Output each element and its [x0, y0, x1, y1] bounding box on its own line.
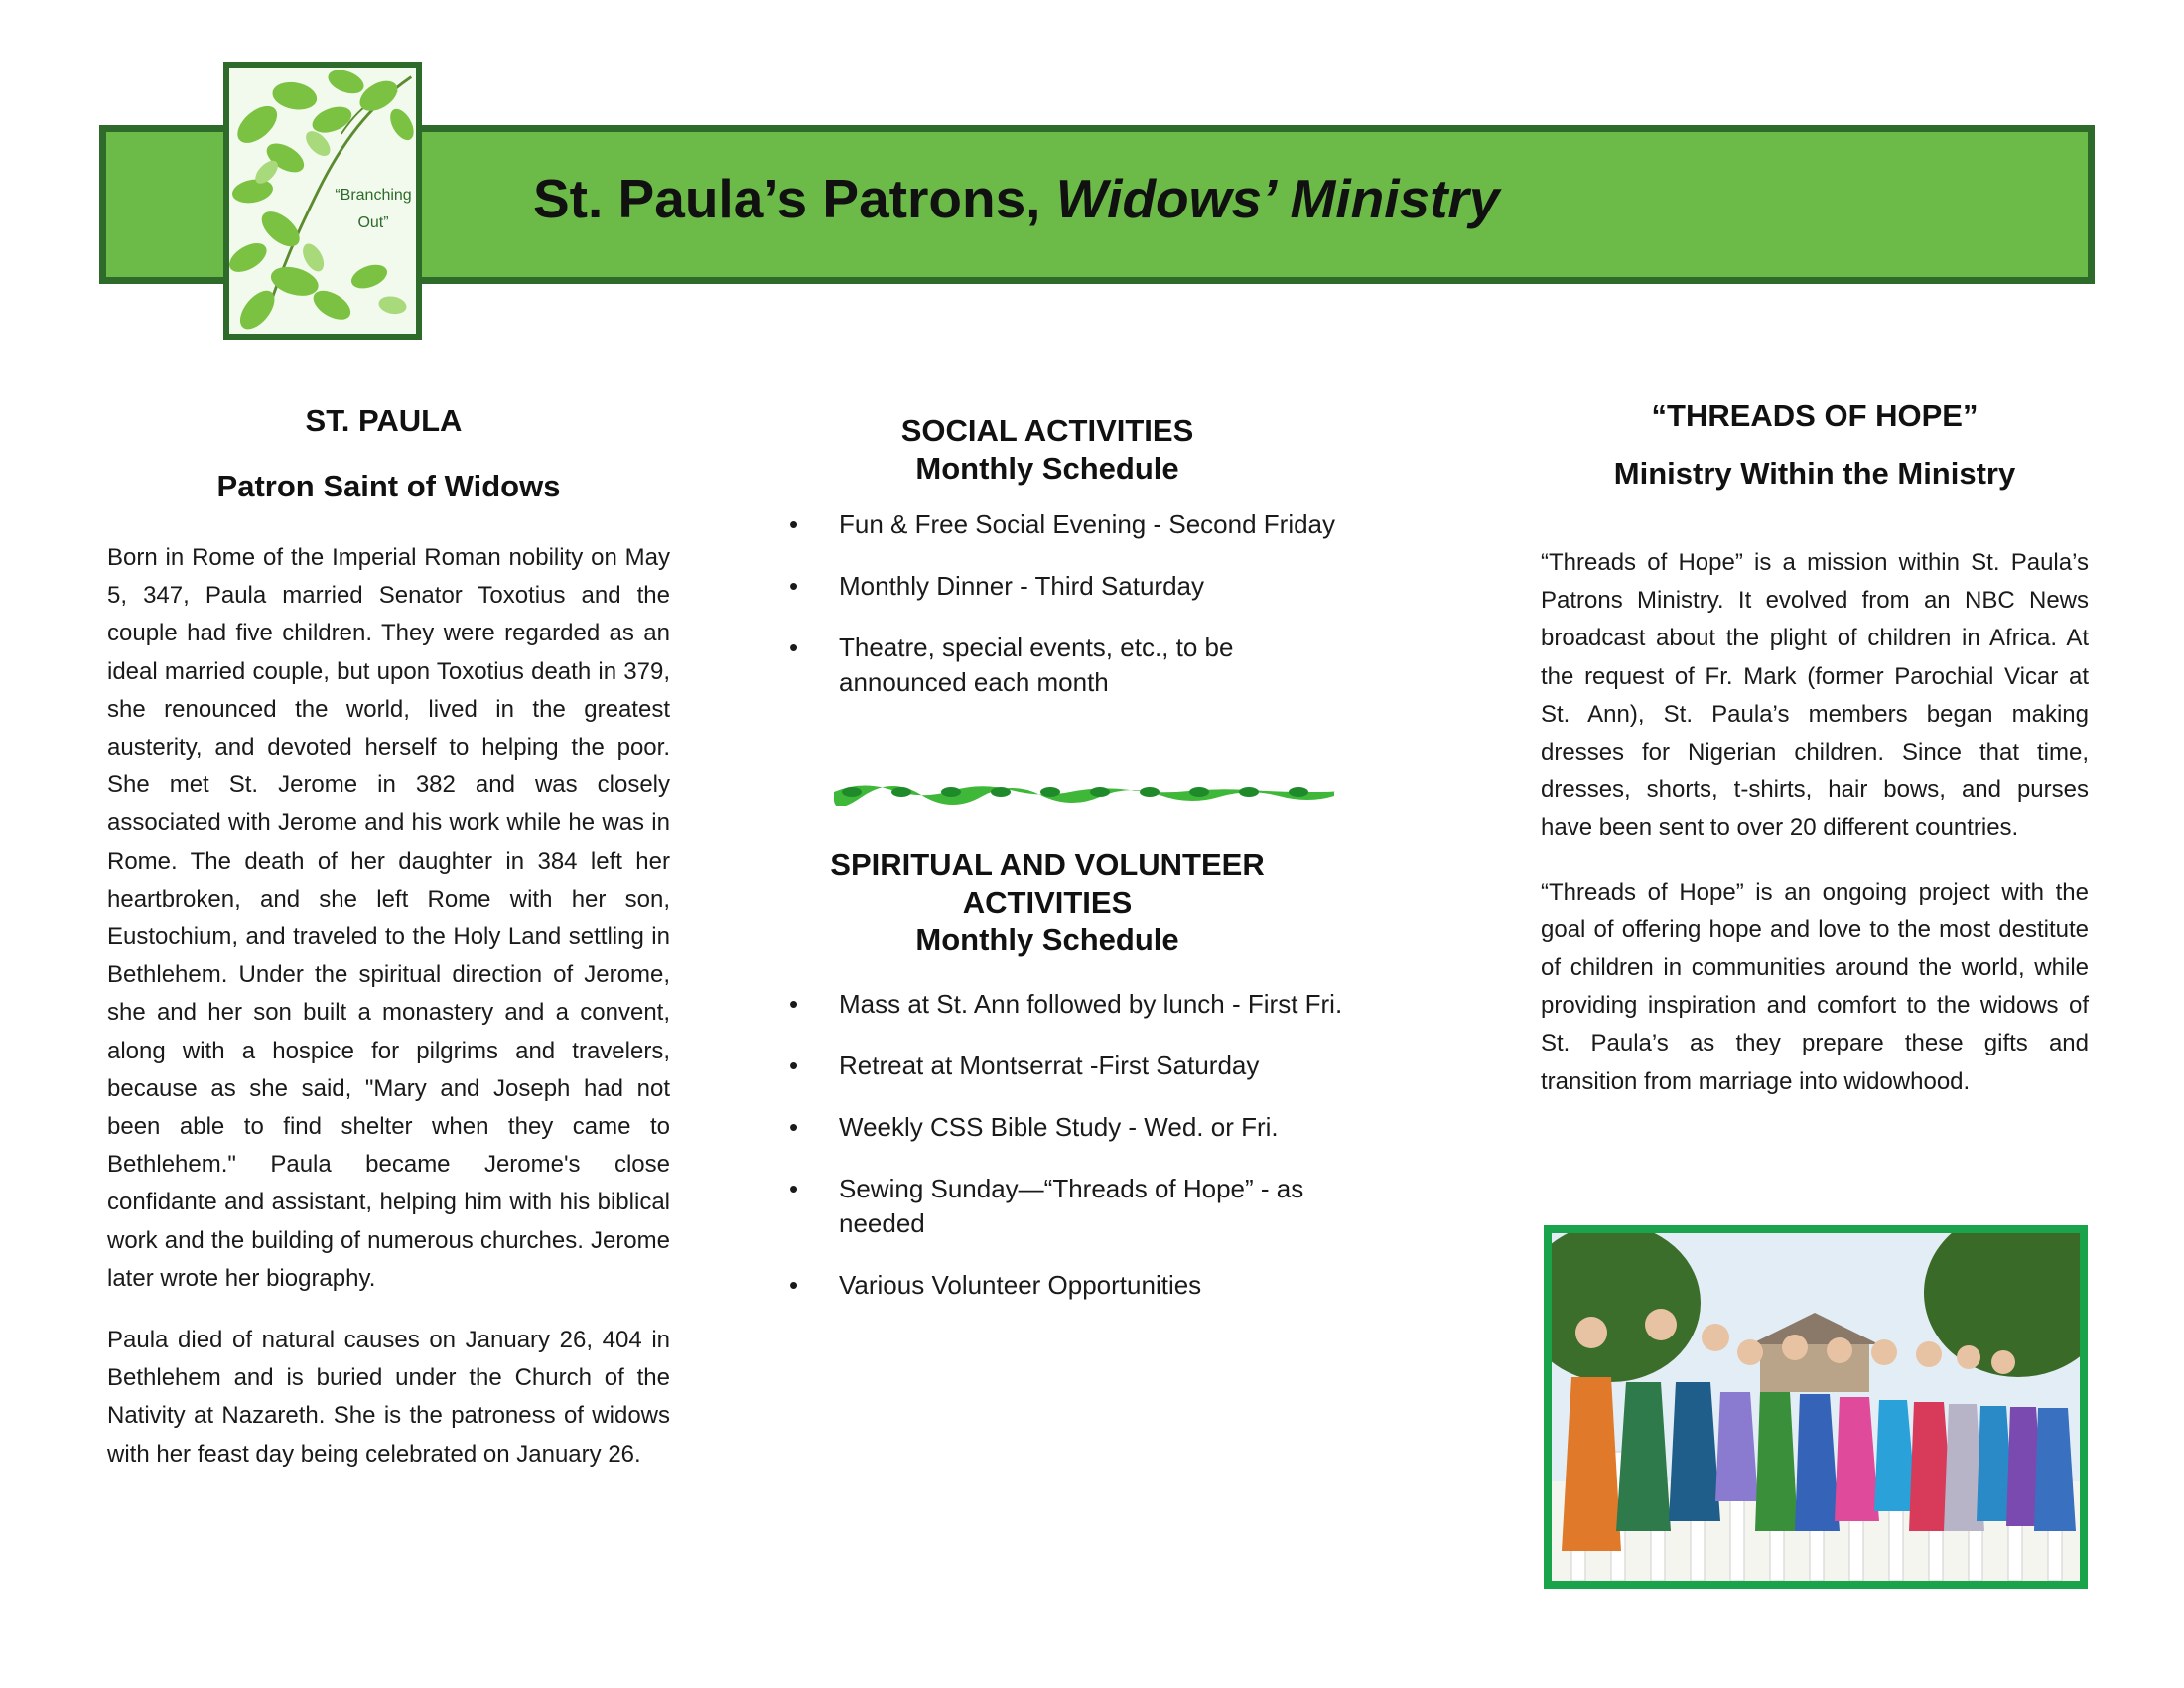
logo-text-line1: “Branching [335, 187, 412, 204]
list-item: • Theatre, special events, etc., to be announced each month [789, 631, 1286, 700]
list-item: • Various Volunteer Opportunities [789, 1268, 1425, 1303]
activities-column [789, 412, 1425, 700]
threads-of-hope-column [1541, 397, 2089, 1101]
logo-caption [324, 182, 422, 237]
st-paula-paragraph-2: Paula died of natural causes on January 26, 404 in Bethlehem and is buried under the Church of the Nativity at Nazareth. She is the patroness of widows with her feast day being celebrated on January 26. [107, 1327, 670, 1468]
spiritual-heading-line2: ACTIVITIES [962, 885, 1133, 919]
social-schedule-subheading: Monthly Schedule [915, 451, 1179, 486]
branching-out-logo [223, 62, 422, 340]
group-photo [1544, 1225, 2088, 1589]
social-activities-heading: SOCIAL ACTIVITIES [900, 413, 1194, 448]
spiritual-section [789, 846, 1425, 1303]
spiritual-activities-list [789, 987, 1425, 1303]
st-paula-paragraph-1: Born in Rome of the Imperial Roman nobility on May 5, 347, Paula married Senator Toxotius and the couple had five children. They were regarded as an ideal married couple, but upon Toxotius death in 379, she renounced the world, lived in the greatest austerity, and devoted herself to helping the poor. She met St. Jerome in 382 and was closely associated with Jerome and his work while he was in Rome. The death of her daughter in 384 left her heartbroken, and she left Rome with her son, Eustochium, and traveled to the Holy Land settling in Bethlehem. Under the spiritual direction of Jerome, she and her son built a monastery and a convent, along with a hospice for pilgrims and travelers, because as she said, "Mary and Joseph had not been able to find shelter when they came to Bethlehem." Paula became Jerome's close confidante and assistant, helping him with his biblical work and the building of numerous churches. Jerome later wrote her biography. [107, 544, 670, 1292]
title-italic: Widows’ Ministry [1055, 168, 1500, 229]
page-title [533, 167, 1499, 230]
list-item: • Retreat at Montserrat -First Saturday [789, 1049, 1425, 1083]
spiritual-heading: SPIRITUAL AND VOLUNTEER [830, 847, 1265, 882]
logo-text-line2: Out” [357, 214, 389, 231]
list-item: • Fun & Free Social Evening - Second Friday [789, 507, 1425, 542]
social-activities-list [789, 507, 1425, 700]
widows-with-dresses-image [1552, 1233, 2080, 1581]
title-plain: St. Paula’s Patrons, [533, 168, 1056, 229]
spiritual-schedule-subheading: Monthly Schedule [915, 922, 1179, 957]
list-item: • Weekly CSS Bible Study - Wed. or Fri. [789, 1110, 1425, 1145]
st-paula-heading: ST. PAULA [305, 403, 463, 438]
list-item: • Mass at St. Ann followed by lunch - First Fri. [789, 987, 1425, 1022]
list-item: • Monthly Dinner - Third Saturday [789, 569, 1425, 604]
threads-paragraph-1: “Threads of Hope” is a mission within St. Paula’s Patrons Ministry. It evolved from an NBC News broadcast about the plight of children in Africa. At the request of Fr. Mark (former Parochial Vicar at St. Ann), St. Paula’s members began making dresses for Nigerian children. Since that time, dresses, shorts, t-shirts, hair bows, and purses have been sent to over 20 different countries. [1541, 549, 2089, 842]
list-item: • Sewing Sunday—“Threads of Hope” - as needed [789, 1172, 1395, 1241]
leaf-divider [832, 778, 1336, 806]
st-paula-column [107, 402, 670, 1474]
ministry-within-subheading: Ministry Within the Ministry [1613, 456, 2016, 491]
patron-saint-subheading: Patron Saint of Widows [216, 469, 561, 503]
threads-paragraph-2: “Threads of Hope” is an ongoing project with the goal of offering hope and love to the most destitute of children in communities around the world, while providing inspiration and comfort to the widows of St. Paula’s as they prepare these gifts and transition from marriage into widowhood. [1541, 878, 2089, 1095]
threads-of-hope-heading: “THREADS OF HOPE” [1651, 398, 1979, 433]
